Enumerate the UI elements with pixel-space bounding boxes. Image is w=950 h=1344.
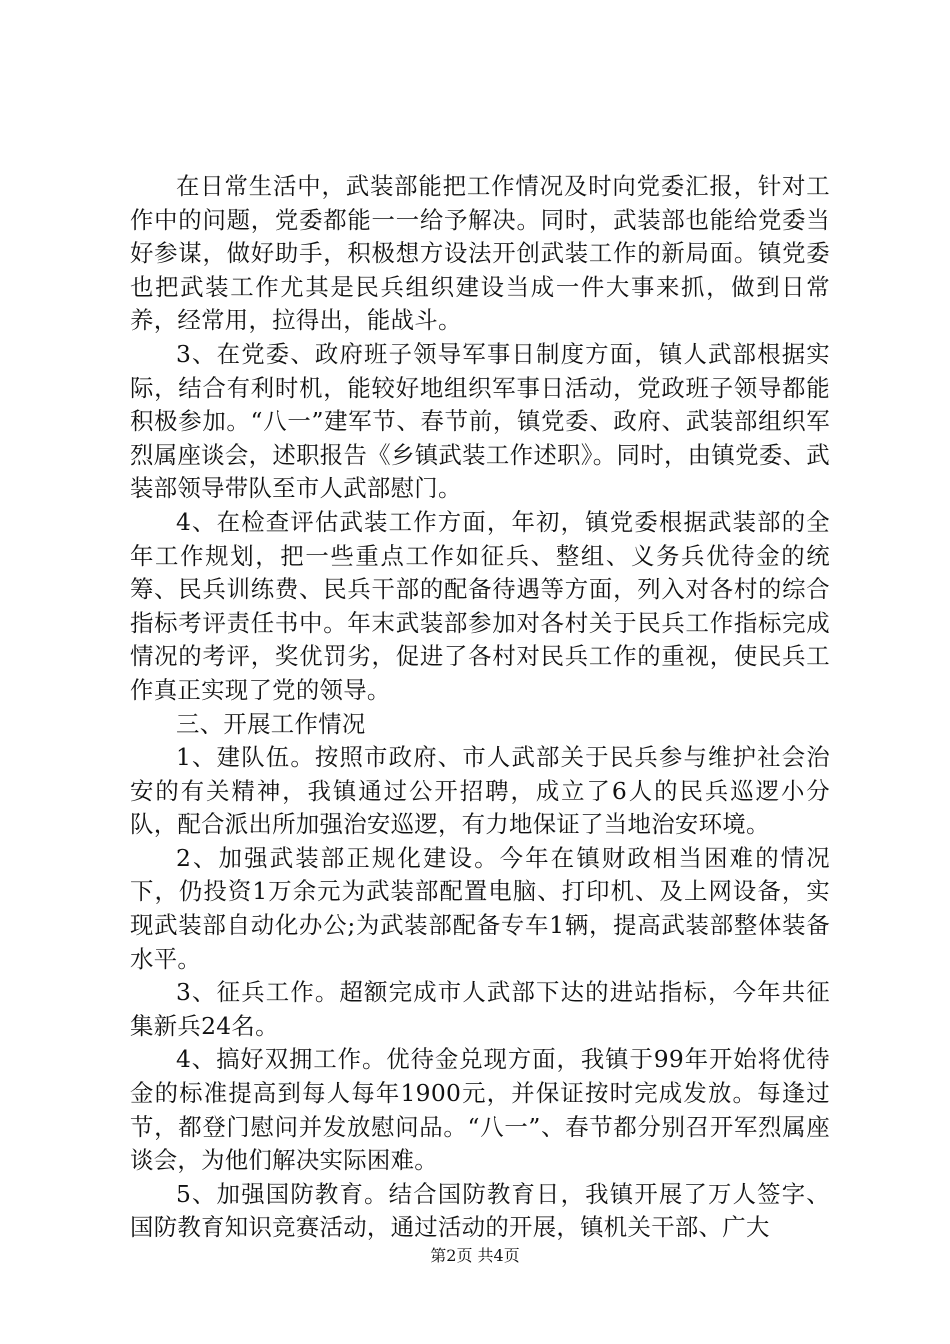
page-number-footer: 第2页 共4页: [430, 1246, 520, 1265]
document-body: [130, 170, 830, 1245]
paragraph: 3、征兵工作。超额完成市人武部下达的进站指标，今年共征集新兵24名。: [130, 978, 830, 1040]
paragraph: 3、在党委、政府班子领导军事日制度方面，镇人武部根据实际，结合有利时机，能较好地组织军事日活动，党政班子领导都能积极参加。“八一”建军节、春节前，镇党委、政府、武装部组织军烈属座谈会，述职报告《乡镇武装工作述职》。同时，由镇党委、武装部领导带队至市人武部慰门。: [130, 339, 830, 503]
section-heading: 三、开展工作情况: [176, 709, 366, 738]
paragraph: 在日常生活中，武装部能把工作情况及时向党委汇报，针对工作中的问题，党委都能一一给予解决。同时，武装部也能给党委当好参谋，做好助手，积极想方设法开创武装工作的新局面。镇党委也把武装工作尤其是民兵组织建设当成一件大事来抓，做到日常养，经常用，拉得出，能战斗。: [130, 172, 830, 335]
paragraph: 4、在检查评估武装工作方面，年初，镇党委根据武装部的全年工作规划，把一些重点工作如征兵、整组、义务兵优待金的统筹、民兵训练费、民兵干部的配备待遇等方面，列入对各村的综合指标考评责任书中。年末武装部参加对各村关于民兵工作指标完成情况的考评，奖优罚劣，促进了各村对民兵工作的重视，使民兵工作真正实现了党的领导。: [130, 507, 830, 704]
paragraph: 4、搞好双拥工作。优待金兑现方面，我镇于99年开始将优待金的标准提高到每人每年1900元，并保证按时完成发放。每逢过节，都登门慰问并发放慰问品。“八一”、春节都分别召开军烈属座谈会，为他们解决实际困难。: [130, 1045, 830, 1175]
paragraph: 2、加强武装部正规化建设。今年在镇财政相当困难的情况下，仍投资1万余元为武装部配置电脑、打印机、及上网设备，实现武装部自动化办公;为武装部配备专车1辆，提高武装部整体装备水平。: [130, 843, 830, 973]
paragraph: 1、建队伍。按照市政府、市人武部关于民兵参与维护社会治安的有关精神，我镇通过公开招聘，成立了6人的民兵巡逻小分队，配合派出所加强治安巡逻，有力地保证了当地治安环境。: [130, 743, 830, 839]
paragraph: 5、加强国防教育。结合国防教育日，我镇开展了万人签字、国防教育知识竞赛活动，通过活动的开展，镇机关干部、广大: [130, 1179, 830, 1242]
